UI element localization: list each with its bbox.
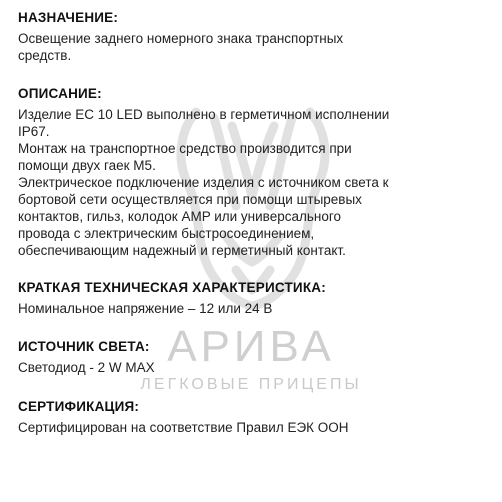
section-heading: КРАТКАЯ ТЕХНИЧЕСКАЯ ХАРАКТЕРИСТИКА:	[18, 280, 326, 295]
section-heading: ИСТОЧНИК СВЕТА:	[18, 339, 150, 354]
section-light-source	[18, 338, 502, 376]
section-description	[18, 85, 502, 259]
section-heading: ОПИСАНИЕ:	[18, 86, 102, 101]
watermark-brand: АРИВА	[167, 322, 335, 371]
section-line: обеспечивающим надежный и герметичный контакт.	[18, 243, 346, 258]
section-heading: НАЗНАЧЕНИЕ:	[18, 10, 119, 25]
section-line: Электрическое подключение изделия с источником света к	[18, 175, 389, 190]
section-line: Изделие ЕС 10 LED выполнено в герметичном исполнении	[18, 107, 390, 122]
section-line: бортовой сети осуществляется при помощи штыревых	[18, 192, 362, 207]
section-line: помощи двух гаек М5.	[18, 158, 156, 173]
section-line: IP67.	[18, 124, 50, 139]
section-heading: СЕРТИФИКАЦИЯ:	[18, 399, 140, 414]
section-line: Сертифицирован на соответствие Правил ЕЭК ООН	[18, 420, 349, 435]
section-line: Монтаж на транспортное средство производится при	[18, 141, 352, 156]
watermark-subtitle: ЛЕГКОВЫЕ ПРИЦЕПЫ	[140, 376, 362, 393]
section-line: Освещение заднего номерного знака транспортных	[18, 31, 344, 46]
section-line: контактов, гильз, колодок AMP или универсального	[18, 209, 341, 224]
section-line: Номинальное напряжение – 12 или 24 В	[18, 301, 273, 316]
section-line: Светодиод - 2 W MAX	[18, 360, 155, 375]
section-specs	[18, 279, 502, 317]
section-line: средств.	[18, 48, 72, 63]
section-line: провода с электрическим быстросоединением,	[18, 226, 315, 241]
section-certification	[18, 398, 502, 436]
section-purpose	[18, 9, 502, 64]
